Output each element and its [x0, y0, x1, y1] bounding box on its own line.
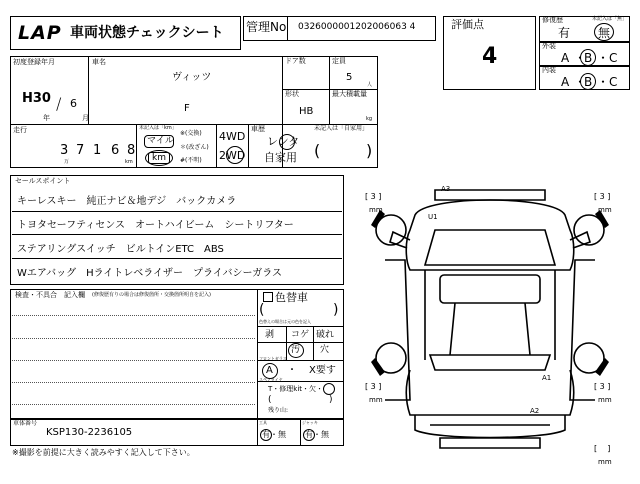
tread-rr: [ 3 ]	[594, 382, 611, 391]
score-label: 評価点	[451, 18, 484, 31]
drive-2wd: 2WD	[219, 149, 246, 162]
repaint-label: 色替車	[275, 291, 308, 304]
tread-fl-unit: mm	[369, 206, 383, 214]
mileage-d5: 8	[127, 143, 136, 158]
sales-line-3: ステアリングスイッチ ビルトインETC ABS	[17, 244, 224, 255]
car-grade: F	[184, 103, 190, 114]
repair-no: 無	[598, 26, 611, 40]
capacity-unit: 人	[367, 82, 373, 88]
tread-fr: [ 3 ]	[594, 192, 611, 201]
repair-label: 修復歴	[542, 16, 563, 24]
maxload-unit: kg	[366, 116, 373, 122]
mileage-d2: 7	[76, 143, 85, 158]
shape-label: 形状	[285, 90, 299, 98]
km-label: km	[152, 153, 166, 163]
spare-text: T・修理kit・欠・	[268, 385, 324, 393]
score-value: 4	[482, 44, 498, 69]
tread-rr-unit: mm	[598, 396, 612, 404]
inspect-note: (修復歴有りの場合は修復箇所・交換箇所明自を記入)	[92, 292, 211, 298]
tread-fr-unit: mm	[598, 206, 612, 214]
repaint-p5: 穴	[320, 345, 330, 355]
car-diagram	[355, 170, 640, 480]
jack-value: 有・無	[305, 430, 329, 439]
history-private: 自家用	[264, 151, 297, 164]
exterior-label: 外装	[542, 42, 556, 50]
maxload-label: 最大積載量	[332, 90, 367, 98]
repair-note: 未記入は「無」	[592, 16, 628, 22]
reg-month-unit: 月	[82, 114, 89, 122]
history-note: 未記入は「自家用」	[314, 125, 369, 132]
interior-a: A	[561, 75, 570, 89]
tread-rl: [ 3 ]	[365, 382, 382, 391]
interior-c: C	[609, 75, 618, 89]
mileage-d1: 3	[60, 143, 69, 158]
history-circle	[279, 134, 295, 150]
reg-year-unit: 年	[43, 114, 50, 122]
tools-value: 有・無	[262, 430, 286, 439]
history-rental: レンタ	[267, 135, 300, 148]
car-label: 車名	[92, 58, 106, 66]
reg-label: 初度登録年月	[13, 58, 55, 66]
sales-line-1: キーレスキー 純正ナビ＆地デジ バックカメラ	[17, 196, 237, 207]
mileage-opt2: ＊(改ざん)	[180, 144, 209, 151]
exterior-c: C	[609, 51, 618, 65]
history-label: 車歴	[251, 125, 265, 133]
reg-month: 6	[70, 97, 77, 110]
tread-fl: [ 3 ]	[365, 192, 382, 201]
repaint-checkbox[interactable]	[263, 292, 273, 302]
capacity-value: 5	[346, 72, 353, 83]
interior-b: B	[584, 75, 593, 89]
spare-tread-unit: mm	[598, 458, 612, 466]
mile-label: マイル	[147, 136, 174, 146]
repaint-p3: 破れ	[316, 330, 335, 340]
spare-label: スペアタイヤ	[259, 377, 283, 382]
jack-label: ジャッキ	[302, 420, 318, 425]
kanri-label: 管理No	[246, 20, 287, 34]
vin-label: 車体番号	[13, 420, 38, 427]
repaint-p4: 汚	[291, 345, 301, 355]
vin-value: KSP130-2236105	[46, 427, 133, 438]
repaint-note: 色替えの場合は元の色を記入	[259, 319, 311, 324]
repair-yes: 有	[558, 26, 571, 40]
mileage-d4: 6	[111, 143, 120, 158]
tread-rl-unit: mm	[369, 396, 383, 404]
mileage-label: 走行	[13, 126, 27, 134]
windshield-label: フロントガラス	[259, 356, 287, 361]
mileage-opt3: #(不明)	[180, 157, 202, 164]
shape-value: HB	[299, 106, 314, 117]
spare-remain: 残り山:	[268, 407, 289, 414]
sales-label: セールスポイント	[15, 177, 71, 185]
mileage-unit: km	[125, 159, 133, 165]
drive-4wd: 4WD	[219, 130, 246, 143]
mark-a3: A3	[441, 185, 451, 193]
exterior-a: A	[561, 51, 570, 65]
sales-line-2: トヨタセーフティセンス オートハイビーム シートリフター	[17, 220, 294, 231]
car-diagram-svg	[355, 170, 640, 480]
mark-a2: A2	[530, 407, 540, 415]
doors-label: ドア数	[285, 57, 306, 65]
mark-u1: U1	[428, 213, 438, 221]
mileage-ten: 万	[64, 159, 70, 165]
kanri-number: 0326000001202006063 4	[298, 22, 416, 32]
mileage-opt1: ※(交換)	[180, 130, 202, 137]
page-title: 車両状態チェックシート	[70, 25, 224, 41]
logo: LAP	[18, 22, 62, 44]
footer-note: ※撮影を前提に大きく読みやすく記入して下さい。	[12, 448, 195, 457]
mark-a1: A1	[542, 374, 552, 382]
car-name: ヴィッツ	[172, 72, 212, 83]
repaint-p2: コゲ	[291, 330, 310, 340]
reg-era: H30	[22, 91, 51, 106]
windshield-x: X要す	[309, 365, 336, 376]
repaint-p1: 剥	[265, 330, 275, 340]
exterior-b: B	[584, 51, 593, 65]
mileage-d3: 1	[93, 143, 102, 158]
sales-line-4: Wエアバッグ Hライトレベライザー プライバシーガラス	[17, 268, 283, 279]
mileage-note: 未記入は「km」	[139, 125, 177, 131]
inspect-label: 検査・不具合 記入欄	[15, 291, 85, 299]
interior-label: 内装	[542, 66, 556, 74]
spare-tread: [ ]	[594, 444, 611, 453]
tools-label: 工具	[259, 420, 267, 425]
capacity-label: 定員	[332, 57, 346, 65]
windshield-a: A	[266, 365, 273, 376]
